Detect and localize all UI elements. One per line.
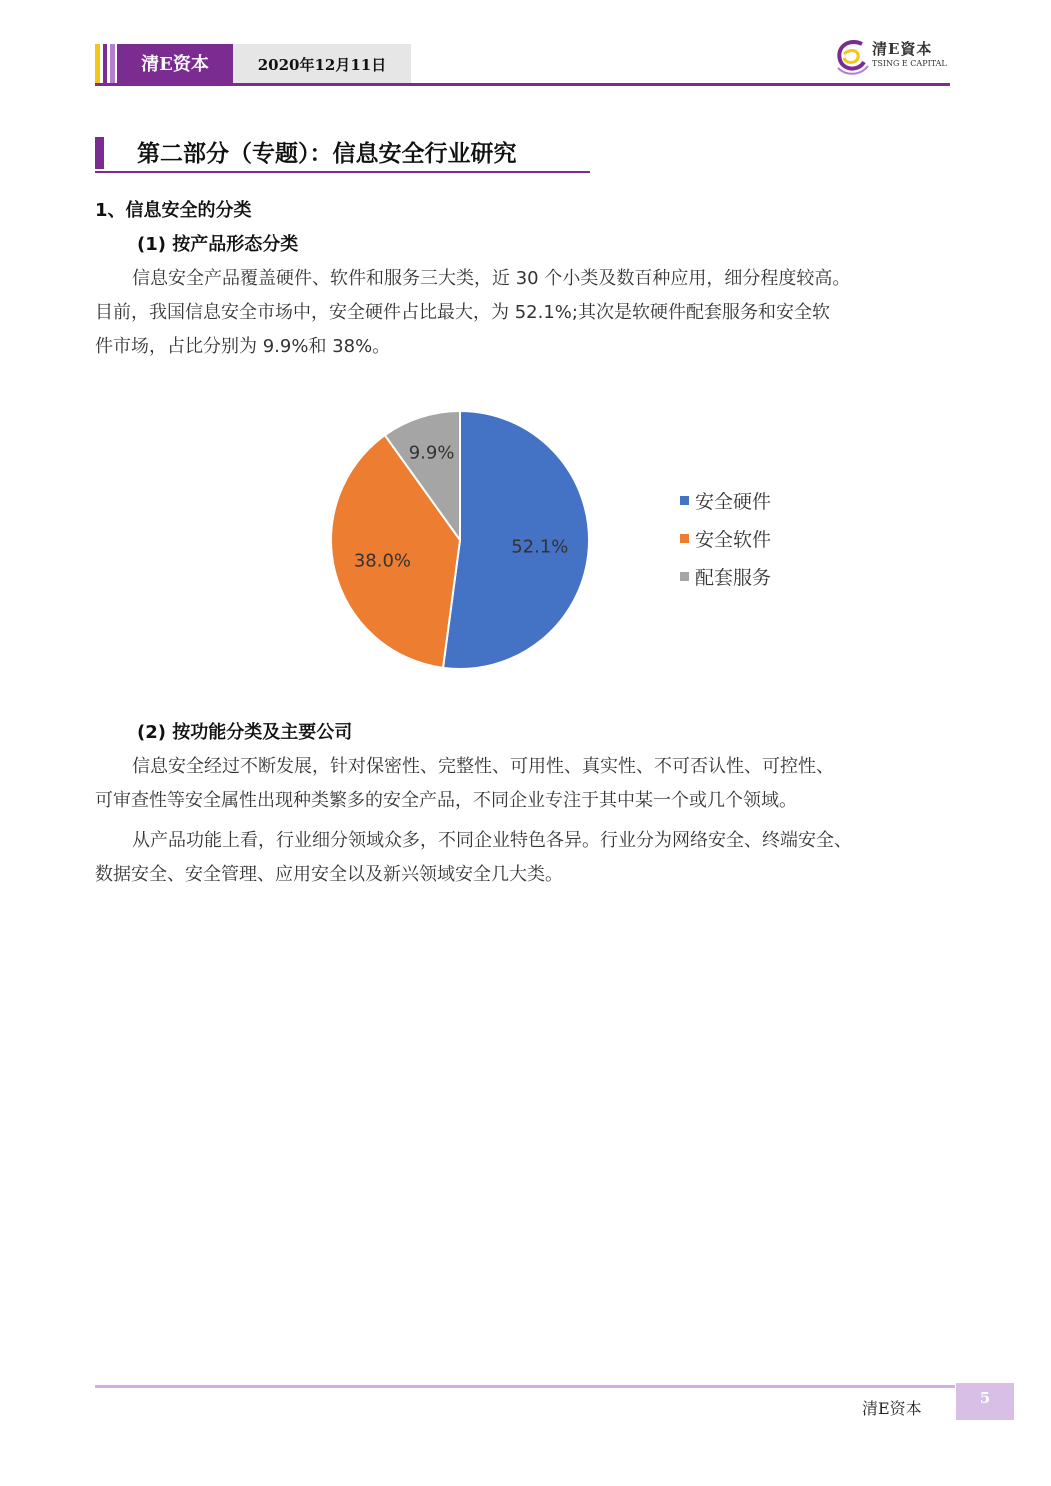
header-divider [95,83,950,86]
pie-chart [320,400,820,680]
header-accent-yellow [95,44,100,86]
logo-swirl-icon [832,34,872,80]
paragraph-line: 信息安全产品覆盖硬件、软件和服务三大类，近 30 个小类及数百种应用，细分程度较高。 [132,268,851,289]
page-number: 5 [956,1383,1014,1420]
subheading-by-function: (2) 按功能分类及主要公司 [137,722,353,743]
section-title: 第二部分（专题）：信息安全行业研究 [137,141,517,167]
legend-label: 配套服务 [695,567,772,589]
paragraph-function [95,750,957,818]
pie-data-label: 38.0% [353,550,412,572]
section-marker [95,137,104,169]
header-date: 2020年12月11日 [233,44,411,86]
pie-chart-svg [320,400,820,680]
logo-chinese-text: 清E資本 [872,40,933,58]
heading-classification: 1、信息安全的分类 [95,200,252,221]
paragraph-line: 信息安全经过不断发展，针对保密性、完整性、可用性、真实性、不可否认性、可控性、 [132,756,834,777]
section-underline [95,171,590,173]
legend-swatch [680,572,689,581]
header-accent-lilac [110,44,115,86]
subheading-by-product-form: (1) 按产品形态分类 [137,234,299,255]
company-logo [832,34,952,80]
paragraph-line: 件市场，占比分别为 9.9%和 38%。 [95,336,391,357]
legend-swatch [680,534,689,543]
footer-brand: 清E资本 [862,1399,922,1418]
page-header [95,44,950,86]
pie-data-label: 9.9% [408,442,455,464]
paragraph-product-form [95,262,957,364]
legend-swatch [680,496,689,505]
header-brand: 清E资本 [117,44,233,86]
paragraph-line: 可审查性等安全属性出现种类繁多的安全产品，不同企业专注于其中某一个或几个领域。 [95,790,797,811]
header-accent-purple [103,44,107,86]
legend-label: 安全硬件 [695,491,772,513]
pie-data-label: 52.1% [511,536,569,558]
paragraph-line: 目前，我国信息安全市场中，安全硬件占比最大，为 52.1%;其次是软硬件配套服务和安全软 [95,302,830,323]
paragraph-segments [95,824,957,892]
section-heading [95,133,590,173]
paragraph-line: 从产品功能上看，行业细分领域众多，不同企业特色各异。行业分为网络安全、终端安全、 [132,830,852,851]
footer-divider [95,1385,955,1388]
paragraph-line: 数据安全、安全管理、应用安全以及新兴领域安全几大类。 [95,864,563,885]
legend-label: 安全软件 [695,529,772,551]
logo-english-text: TSING E CAPITAL [872,59,947,68]
